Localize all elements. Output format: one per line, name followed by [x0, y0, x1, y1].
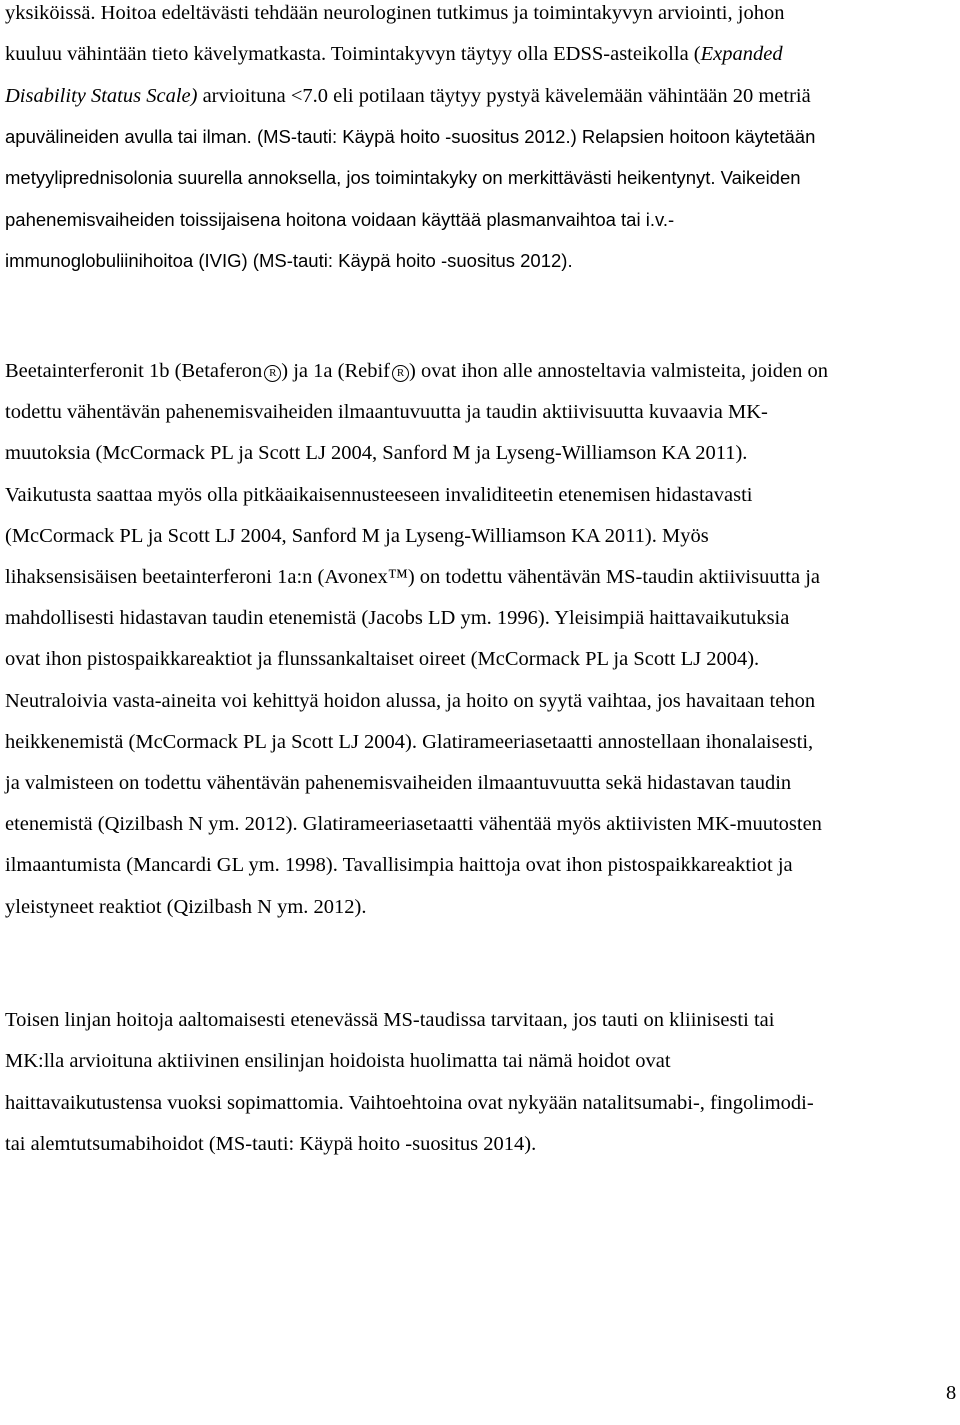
text-segment: Toisen linjan hoitoja aaltomaisesti etenevässä MS-taudissa tarvitaan, jos tauti on kliinisesti tai — [5, 1009, 775, 1031]
text-line — [5, 605, 789, 631]
text-line — [5, 564, 820, 590]
text-segment: haittavaikutustensa vuoksi sopimattomia. Vaihtoehtoina ovat nykyään natalitsumabi-, fingolimodi- — [5, 1091, 814, 1114]
text-segment: ovat ihon pistospaikkareaktiot ja flunssankaltaiset oireet (McCormack PL ja Scott LJ 2004). — [5, 648, 760, 671]
text-line — [5, 770, 791, 796]
text-segment: yleistyneet reaktiot (Qizilbash N ym. 2012). — [5, 895, 367, 918]
text-line — [5, 1090, 814, 1116]
text-segment: ) ovat ihon alle annosteltavia valmisteita, joiden on — [409, 360, 828, 382]
text-line — [5, 688, 815, 714]
text-segment: ) ja 1a (Rebif — [281, 360, 390, 382]
text-segment: muutoksia (McCormack PL ja Scott LJ 2004, Sanford M ja Lyseng-Williamson KA 2011). — [5, 442, 748, 465]
text-segment: Beetainterferonit 1b (Betaferon — [5, 360, 263, 382]
text-line — [5, 165, 801, 191]
text-line — [5, 83, 811, 109]
text-segment: lihaksensisäisen beetainterferoni 1a:n (Avonex™) on todettu vähentävän MS-taudin aktiivisuutta ja — [5, 566, 821, 588]
text-segment: etenemistä (Qizilbash N ym. 2012). Glatirameeriasetaatti vähentää myös aktiivisten MK-muutosten — [5, 813, 822, 836]
text-segment: todettu vähentävän pahenemisvaiheiden ilmaantuvuutta ja taudin aktiivisuutta kuvaavia MK- — [5, 401, 768, 424]
text-line — [5, 1048, 671, 1074]
text-segment: MK:lla arvioituna aktiivinen ensilinjan hoidoista huolimatta tai nämä hoidot ovat — [5, 1050, 671, 1073]
text-segment: arvioituna <7.0 eli potilaan täytyy pystyä kävelemään vähintään 20 metriä — [197, 84, 811, 107]
text-segment: apuvälineiden avulla tai ilman. (MS-tauti: Käypä hoito -suositus 2012.) Relapsien hoitoon käytetään — [5, 125, 816, 147]
text-segment: tai alemtutsumabihoidot (MS-tauti: Käypä hoito -suositus 2014). — [5, 1132, 537, 1155]
text-segment: Neutraloivia vasta-aineita voi kehittyä hoidon alussa, ja hoito on syytä vaihtaa, jos havaitaan tehon — [5, 689, 816, 712]
text-line — [5, 646, 759, 672]
text-segment: metyyliprednisolonia suurella annoksella, jos toimintakyky on merkittävästi heikentynyt. Vaikeiden — [5, 167, 801, 189]
text-segment: ja valmisteen on todettu vähentävän pahenemisvaiheiden ilmaantuvuutta sekä hidastavan taudin — [5, 772, 792, 794]
registered-mark: R — [264, 365, 281, 382]
page-number: 8 — [946, 1382, 957, 1404]
text-line — [5, 399, 768, 425]
text-line — [5, 358, 828, 384]
text-segment: pahenemisvaiheiden toissijaisena hoitona voidaan käyttää plasmanvaihtoa tai i.v.- — [5, 208, 675, 230]
text-line — [5, 440, 747, 466]
text-segment: Vaikutusta saattaa myös olla pitkäaikaisennusteeseen invaliditeetin etenemisen hidastavasti — [5, 483, 753, 506]
text-line — [5, 207, 674, 233]
text-line — [5, 41, 783, 67]
registered-mark: R — [392, 365, 409, 382]
text-line — [5, 248, 573, 274]
text-line — [5, 0, 784, 26]
text-line — [5, 852, 793, 878]
text-segment: yksiköissä. Hoitoa edeltävästi tehdään neurologinen tutkimus ja toimintakyvyn arviointi, johon — [5, 2, 785, 24]
text-line — [5, 482, 752, 508]
text-segment: ilmaantumista (Mancardi GL ym. 1998). Tavallisimpia haittoja ovat ihon pistospaikkareaktiot ja — [5, 854, 793, 877]
text-line — [5, 1131, 536, 1157]
text-line — [5, 1007, 774, 1033]
text-segment: kuuluu vähintään tieto kävelymatkasta. Toimintakyvyn täytyy olla EDSS-asteikolla ( — [5, 43, 701, 66]
text-line — [5, 523, 709, 549]
text-segment: (McCormack PL ja Scott LJ 2004, Sanford M ja Lyseng-Williamson KA 2011). Myös — [5, 524, 709, 547]
italic-text: Disability Status Scale) — [5, 84, 198, 107]
text-line — [5, 811, 822, 837]
text-segment: immunoglobuliinihoitoa (IVIG) (MS-tauti: Käypä hoito -suositus 2012). — [5, 249, 573, 271]
text-line — [5, 729, 813, 755]
text-line — [5, 124, 815, 150]
italic-text: Expanded — [700, 43, 783, 66]
text-segment: heikkenemistä (McCormack PL ja Scott LJ 2004). Glatirameeriasetaatti annostellaan ihonalaisesti, — [5, 730, 814, 753]
text-segment: mahdollisesti hidastavan taudin etenemistä (Jacobs LD ym. 1996). Yleisimpiä haittavaikutuksia — [5, 607, 790, 630]
text-line — [5, 894, 367, 920]
